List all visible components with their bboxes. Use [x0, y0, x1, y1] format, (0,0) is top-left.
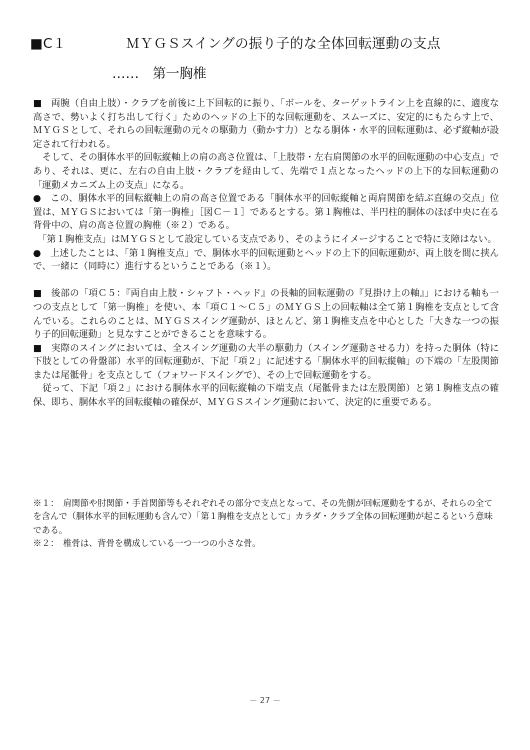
section-marker: ■C１: [30, 36, 67, 52]
paragraph: 「第１胸椎支点」はＭＹＧＳとして設定している支点であり、そのようにイメージすることで特に支障はない。: [33, 233, 497, 245]
footnote: ※１： 肩関節や肘関節・手首関節等もそれぞれその部分で支点となって、その先側が回転運動をするが、それらの全てを含んで（胴体水平的回転運動も含んで）「第１胸椎を支点として」カラダ・クラブ全体の回転運動が起こるという意味である。: [33, 499, 493, 536]
footnotes: [33, 498, 499, 552]
paragraph: ■ 両腕（自由上肢）・クラブを前後に上下回転的に振り、「ボールを、ターゲットライン上を直線的に、適度な高さで、勢いよく打ち出して行く」ためのヘッドの上下的な回転運動を、スムーズに、安定的にもたらす上で、ＭＹＧＳとして、それらの回転運動の元々の駆動力（動かす力）となる胴体・水平的回転運動は、必ず縦軸が設定されて行われる。: [33, 98, 499, 150]
section-subtitle: …… 第一胸椎: [112, 66, 207, 82]
paragraph: ● この、胴体水平的回転縦軸上の肩の高さ位置である「胴体水平的回転縦軸と両肩関節を結ぶ直線の交点」位置は、ＭＹＧＳにおいては「第一胸椎」［図Ｃ－１］であるとする。第１胸椎は、半円柱的胴体のほぼ中央に在る背骨中の、肩の高さ位置の胸椎（※２）である。: [33, 193, 499, 232]
paragraph: ■ 実際のスイングにおいては、全スイング運動の大半の駆動力（スイング運動させる力）を持った胴体（特に下肢としての骨盤部）水平的回転運動が、下記「項２」に記述する「胴体水平的回転縦軸」の下端の「左股関節または尾骶骨」を支点として（フォワードスイングで）、その上で回転運動をする。: [33, 342, 499, 381]
paragraph: ■ 後部の「項Ｃ５：『両自由上肢・シャフト・ヘッド』の長軸的回転運動の『見掛け上の軸』」における軸も一つの支点として「第一胸椎」を使い、本「項Ｃ１～Ｃ５」のＭＹＧＳ上の回転軸は全て第１胸椎を支点として含んでいる。これらのことは、ＭＹＧＳスイング運動が、ほとんど、第１胸椎支点を中心とした「大きな一つの振り子的回転運動」と見なすことができることを意味する。: [33, 288, 499, 341]
page-number: － 27 －: [249, 696, 281, 705]
body-text: [33, 97, 499, 410]
paragraph: 従って、下記「項２」における胴体水平的回転縦軸の下端支点（尾骶骨または左股関節）と第１胸椎支点の確保、即ち、胴体水平的回転縦軸の確保が、ＭＹＧＳスイング運動において、決定的に重要である。: [33, 383, 499, 409]
footnote: ※２： 椎骨は、背骨を構成している一つ一つの小さな骨。: [33, 539, 261, 550]
section-heading: [30, 36, 510, 52]
section-title: ＭＹＧＳスイングの振り子的な全体回転運動の支点: [126, 36, 441, 52]
paragraph: そして、その胴体水平的回転縦軸上の肩の高さ位置は、「上肢帯・左右肩関節の水平的回転運動の中心支点」であり、それは、更に、左右の自由上肢・クラブを経由して、先端で１点となったヘッドの上下的な回転運動の「運動メカニズム上の支点」になる。: [33, 152, 499, 191]
paragraph: ● 上述したことは、「第１胸椎支点」で、胴体水平的回転運動とヘッドの上下的回転運動が、両上肢を間に挟んで、一緒に（同時に）進行するということである（※１）。: [33, 247, 499, 273]
paragraph-gap: [33, 274, 499, 288]
